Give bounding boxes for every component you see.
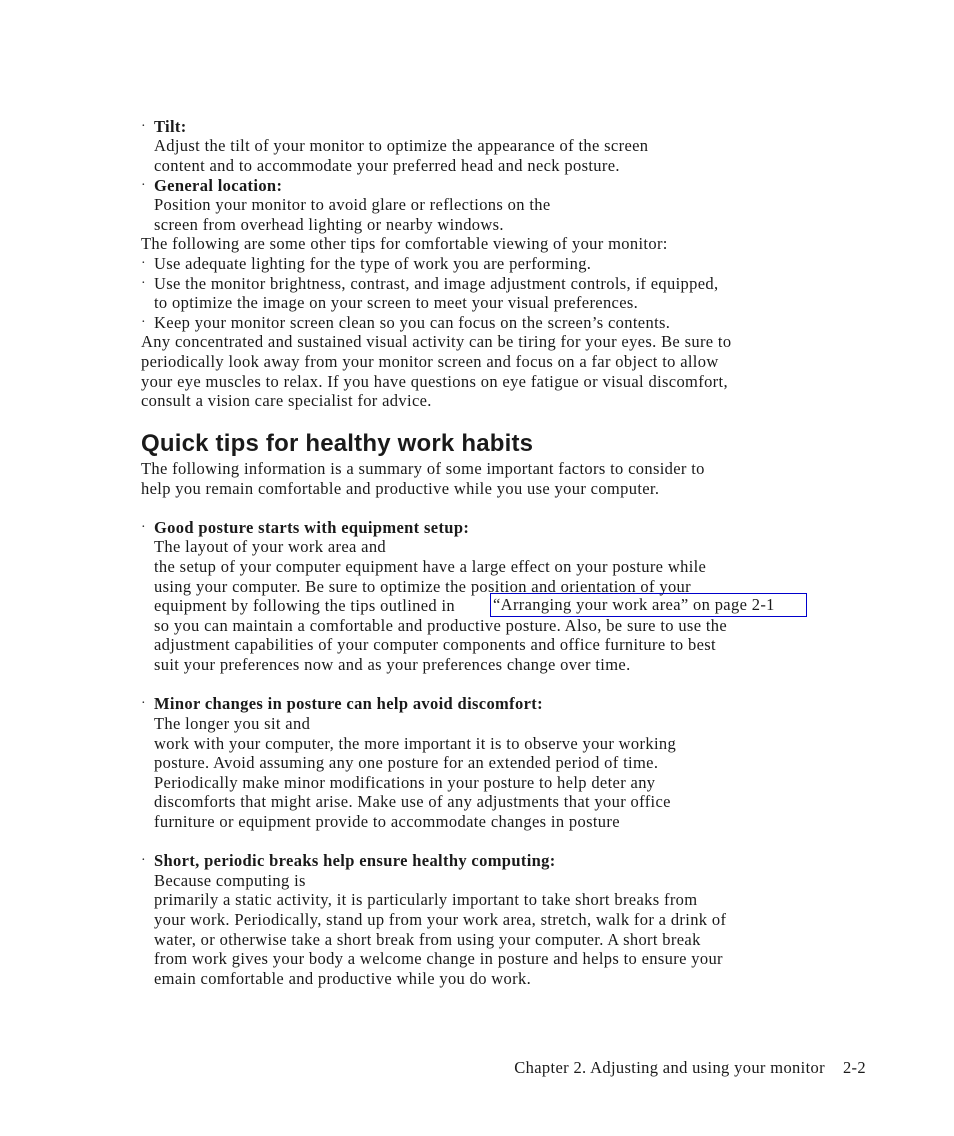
breaks-text-6: emain comfortable and productive while you do work.	[154, 969, 532, 988]
section-intro-2: help you remain comfortable and productive while you use your computer.	[141, 479, 660, 498]
posture-text-5: so you can maintain a comfortable and productive posture. Also, be sure to use the	[154, 616, 728, 635]
general-location-text-1: Position your monitor to avoid glare or reflections on the	[154, 195, 551, 214]
bullet-minor-changes: ·	[141, 696, 146, 711]
general-location-heading: General location:	[154, 176, 283, 195]
section-intro-1: The following information is a summary of some important factors to consider to	[141, 459, 705, 478]
bullet-general-location: ·	[141, 178, 146, 193]
page-footer	[514, 1058, 866, 1078]
tip-brightness-2: to optimize the image on your screen to meet your visual preferences.	[154, 293, 639, 312]
breaks-text-2: primarily a static activity, it is particularly important to take short breaks from	[154, 890, 698, 909]
posture-text-1: The layout of your work area and	[154, 537, 387, 556]
tips-intro: The following are some other tips for comfortable viewing of your monitor:	[141, 234, 668, 253]
minor-changes-text-3: posture. Avoid assuming any one posture for an extended period of time.	[154, 753, 659, 772]
arranging-work-area-link[interactable]: “Arranging your work area” on page 2-1	[490, 593, 807, 617]
bullet-posture: ·	[141, 520, 146, 535]
tip-lighting: Use adequate lighting for the type of work you are performing.	[154, 254, 592, 273]
eye-paragraph-3: your eye muscles to relax. If you have questions on eye fatigue or visual discomfort,	[141, 372, 728, 391]
tip-brightness-1: Use the monitor brightness, contrast, and image adjustment controls, if equipped,	[154, 274, 719, 293]
posture-text-3: using your computer. Be sure to optimize the position and orientation of your	[154, 577, 691, 596]
footer-chapter-title: Chapter 2. Adjusting and using your monitor	[514, 1058, 825, 1077]
minor-changes-heading: Minor changes in posture can help avoid discomfort:	[154, 694, 543, 713]
posture-text-2: the setup of your computer equipment have a large effect on your posture while	[154, 557, 707, 576]
bullet-tip-lighting: ·	[141, 256, 146, 271]
breaks-text-3: your work. Periodically, stand up from your work area, stretch, walk for a drink of	[154, 910, 727, 929]
minor-changes-text-1: The longer you sit and	[154, 714, 311, 733]
bullet-breaks: ·	[141, 853, 146, 868]
breaks-heading: Short, periodic breaks help ensure healthy computing:	[154, 851, 556, 870]
breaks-text-5: from work gives your body a welcome change in posture and helps to ensure your	[154, 949, 723, 968]
tip-clean: Keep your monitor screen clean so you can focus on the screen’s contents.	[154, 313, 671, 332]
minor-changes-text-2: work with your computer, the more important it is to observe your working	[154, 734, 677, 753]
posture-heading: Good posture starts with equipment setup:	[154, 518, 470, 537]
tilt-text-1: Adjust the tilt of your monitor to optimize the appearance of the screen	[154, 136, 649, 155]
breaks-text-1: Because computing is	[154, 871, 306, 890]
footer-page-number: 2-2	[842, 1058, 866, 1077]
bullet-tip-clean: ·	[141, 315, 146, 330]
posture-text-6: adjustment capabilities of your computer components and office furniture to best	[154, 635, 716, 654]
bullet-tip-brightness: ·	[141, 276, 146, 291]
section-title: Quick tips for healthy work habits	[141, 430, 534, 457]
minor-changes-text-6: furniture or equipment provide to accommodate changes in posture	[154, 812, 620, 831]
minor-changes-text-4: Periodically make minor modifications in your posture to help deter any	[154, 773, 656, 792]
minor-changes-text-5: discomforts that might arise. Make use of any adjustments that your office	[154, 792, 671, 811]
eye-paragraph-4: consult a vision care specialist for advice.	[141, 391, 432, 410]
bullet-tilt: ·	[141, 119, 146, 134]
tilt-heading: Tilt:	[154, 117, 187, 136]
posture-text-7: suit your preferences now and as your preferences change over time.	[154, 655, 631, 674]
breaks-text-4: water, or otherwise take a short break from using your computer. A short break	[154, 930, 701, 949]
general-location-text-2: screen from overhead lighting or nearby windows.	[154, 215, 504, 234]
posture-text-4: equipment by following the tips outlined in	[154, 596, 456, 615]
eye-paragraph-2: periodically look away from your monitor screen and focus on a far object to allow	[141, 352, 719, 371]
tilt-text-2: content and to accommodate your preferred head and neck posture.	[154, 156, 620, 175]
eye-paragraph-1: Any concentrated and sustained visual activity can be tiring for your eyes. Be sure to	[141, 332, 732, 351]
